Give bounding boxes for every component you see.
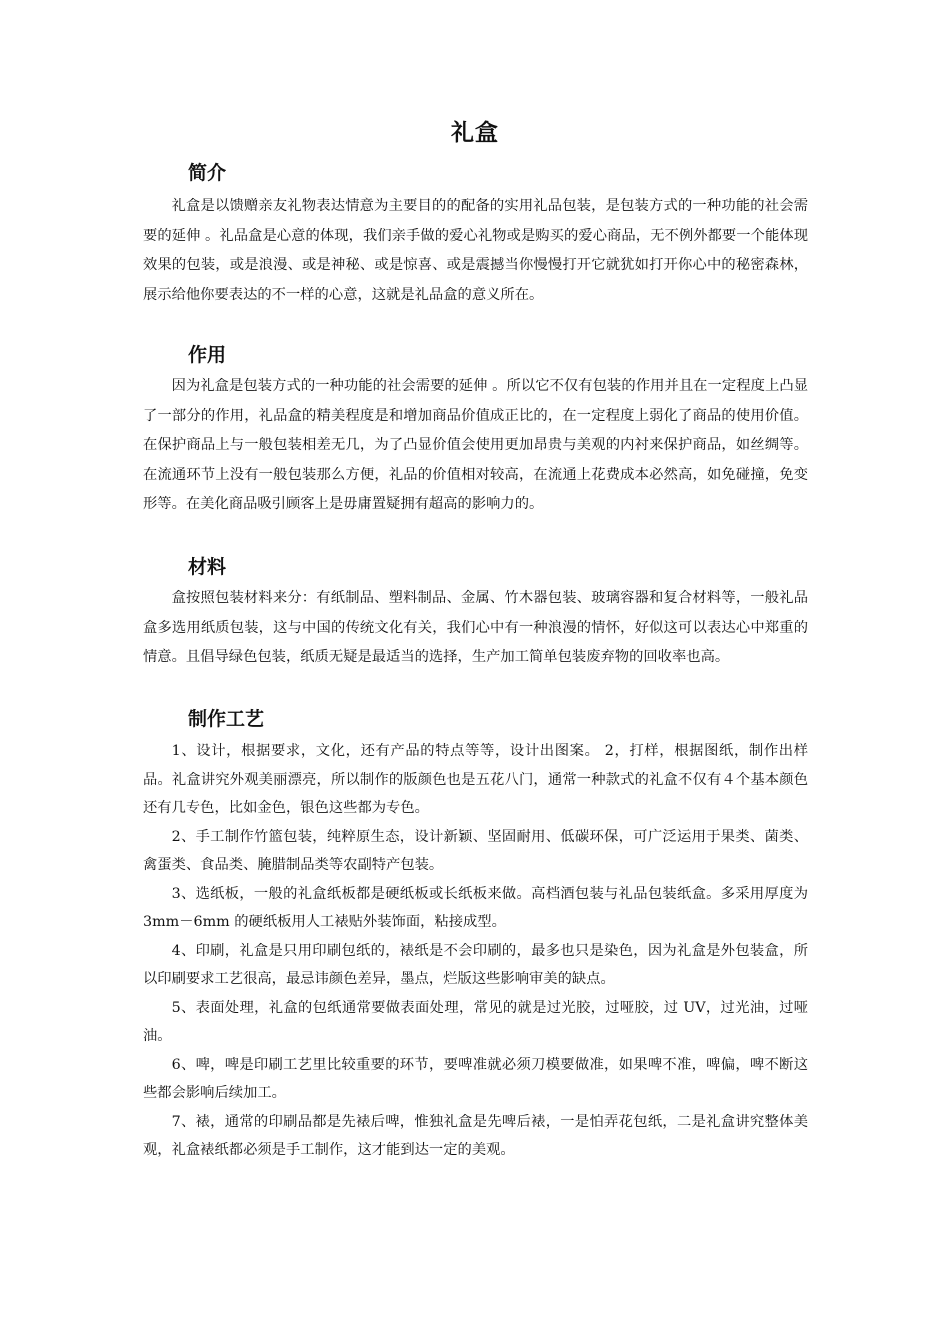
process-step-1: 1、设计，根据要求，文化，还有产品的特点等等，设计出图案。 2，打样，根据图纸，制作出样品。礼盒讲究外观美丽漂亮，所以制作的版颜色也是五花八门，通常一种款式的礼盒不仅有４个基本颜色还有几专色，比如金色，银色这些都为专色。 bbox=[143, 743, 808, 816]
paragraph-function: 因为礼盒是包装方式的一种功能的社会需要的延伸 。所以它不仅有包装的作用并且在一定程度上凸显了一部分的作用，礼品盒的精美程度是和增加商品价值成正比的，在一定程度上弱化了商品的使用价值。在保护商品上与一般包装相差无几，为了凸显价值会使用更加昂贵与美观的内衬来保护商品，如丝绸等。在流通环节上没有一般包装那么方便，礼品的价值相对较高，在流通上花费成本必然高，如免碰撞，免变形等。在美化商品吸引顾客上是毋庸置疑拥有超高的影响力的。 bbox=[143, 378, 808, 512]
section-intro bbox=[143, 160, 808, 310]
process-step-6: 6、啤，啤是印刷工艺里比较重要的环节，要啤准就必须刀模要做准，如果啤不准，啤偏，啤不断这些都会影响后续加工。 bbox=[143, 1056, 808, 1101]
section-material bbox=[143, 554, 808, 673]
process-step-7: 7、裱，通常的印刷品都是先裱后啤，惟独礼盒是先啤后裱，一是怕弄花包纸，二是礼盒讲究整体美观，礼盒裱纸都必须是手工制作，这才能到达一定的美观。 bbox=[143, 1113, 808, 1158]
process-step-3: 3、选纸板，一般的礼盒纸板都是硬纸板或长纸板来做。高档酒包装与礼品包装纸盒。多采用厚度为 3mm－6mm 的硬纸板用人工裱贴外装饰面，粘接成型。 bbox=[143, 885, 808, 930]
section-heading-intro: 简介 bbox=[188, 162, 227, 184]
section-process bbox=[143, 706, 808, 1165]
section-heading-material: 材料 bbox=[188, 556, 227, 578]
process-step-5: 5、表面处理，礼盒的包纸通常要做表面处理，常见的就是过光胶，过哑胶，过 UV，过光油，过哑油。 bbox=[143, 999, 808, 1044]
paragraph-material: 盒按照包装材料来分：有纸制品、塑料制品、金属、竹木器包装、玻璃容器和复合材料等，一般礼品盒多选用纸质包装，这与中国的传统文化有关，我们心中有一种浪漫的情怀，好似这可以表达心中郑重的情意。且倡导绿色包装，纸质无疑是最适当的选择，生产加工简单包装废弃物的回收率也高。 bbox=[143, 590, 808, 665]
section-heading-process: 制作工艺 bbox=[188, 708, 265, 730]
section-heading-function: 作用 bbox=[188, 344, 227, 366]
process-step-2: 2、手工制作竹篮包装，纯粹原生态，设计新颖、坚固耐用、低碳环保，可广泛运用于果类、菌类、禽蛋类、食品类、腌腊制品类等农副特产包装。 bbox=[143, 828, 808, 873]
paragraph-intro: 礼盒是以馈赠亲友礼物表达情意为主要目的的配备的实用礼品包装，是包装方式的一种功能的社会需要的延伸 。礼品盒是心意的体现，我们亲手做的爱心礼物或是购买的爱心商品，无不例外都要一个能体现效果的包装，或是浪漫、或是神秘、或是惊喜、或是震撼当你慢慢打开它就犹如打开你心中的秘密森林，展示给他你要表达的不一样的心意，这就是礼品盒的意义所在。 bbox=[143, 198, 808, 303]
section-function bbox=[143, 342, 808, 520]
document-title: 礼盒 bbox=[451, 120, 499, 146]
process-step-4: 4、印刷，礼盒是只用印刷包纸的，裱纸是不会印刷的，最多也只是染色，因为礼盒是外包装盒，所以印刷要求工艺很高，最忌讳颜色差异，墨点，烂版这些影响审美的缺点。 bbox=[143, 942, 808, 987]
